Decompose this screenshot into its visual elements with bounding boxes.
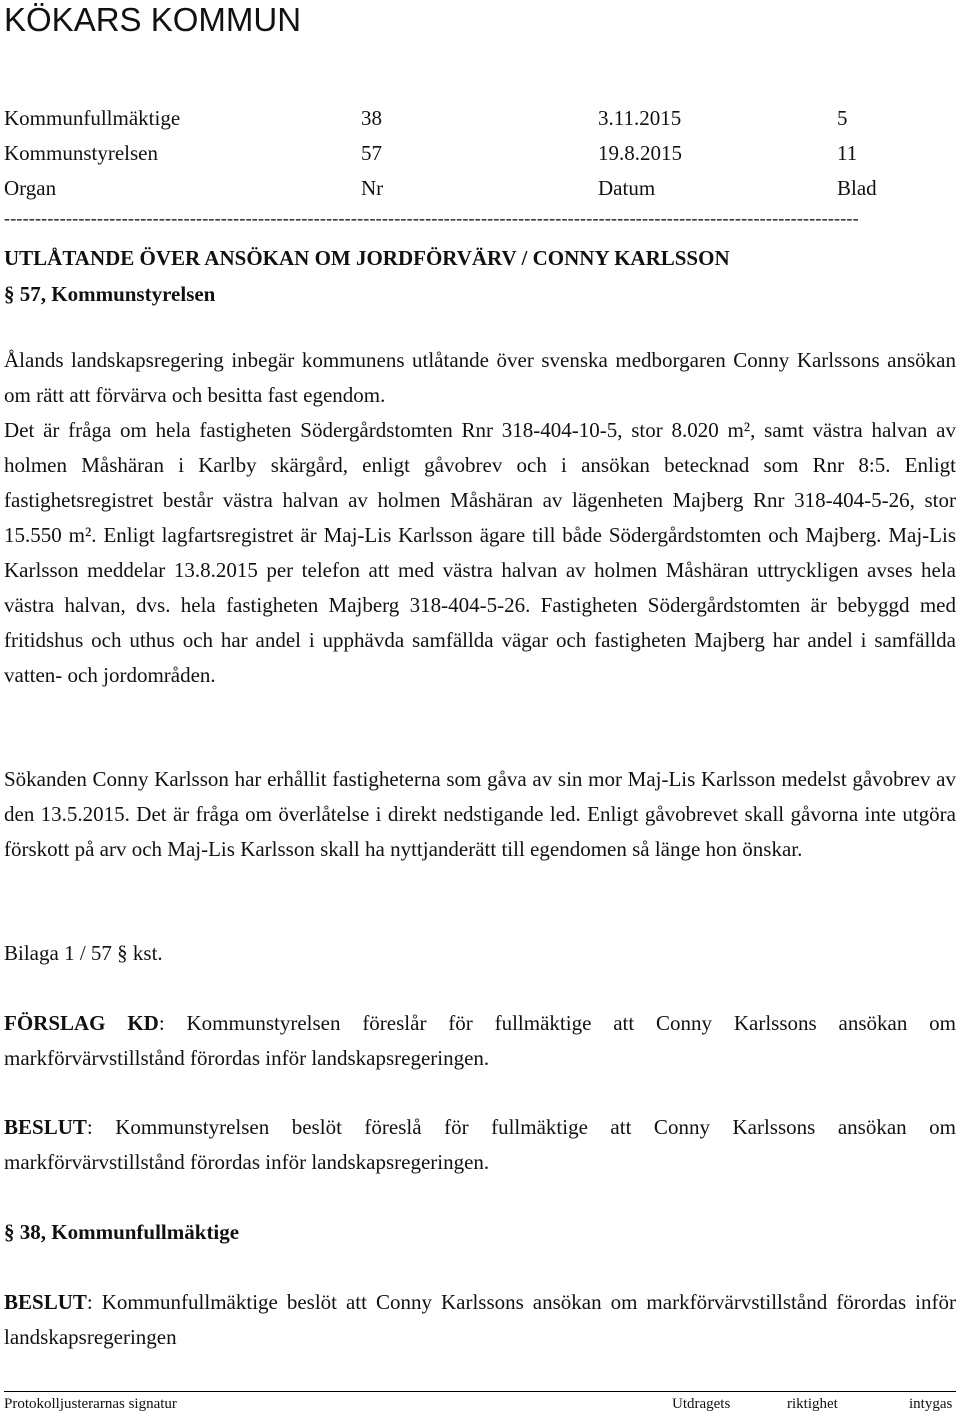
ks-decision-paragraph — [4, 1110, 956, 1180]
row2-nr: 57 — [361, 141, 382, 165]
kf-decision-paragraph — [4, 1285, 956, 1355]
ks-decision-label: BESLUT — [4, 1115, 87, 1139]
row1-blad: 5 — [837, 106, 848, 130]
footer-divider — [4, 1391, 956, 1392]
col-organ: Organ — [4, 176, 57, 200]
row1-datum: 3.11.2015 — [598, 106, 682, 130]
footer-word-1: Utdragets — [672, 1396, 731, 1412]
paragraph-gift: Sökanden Conny Karlsson har erhållit fastigheterna som gåva av sin mor Maj-Lis Karlsson medelst gåvobrev av den 13.5.2015. Det är fråga om överlåtelse i direkt nedstigande led. Enligt gåvobrevet skall gåvorna inte utgöra förskott på arv och Maj-Lis Karlsson skall ha nyttjanderätt till egendomen så länge hon önskar. — [4, 767, 956, 861]
proposal-text: : Kommunstyrelsen föreslår för fullmäktige att Conny Karlssons ansökan om markförvärvstillstånd förordas inför landskapsregeringen. — [4, 1011, 956, 1070]
row2-organ: Kommunstyrelsen — [4, 141, 158, 165]
document-title: UTLÅTANDE ÖVER ANSÖKAN OM JORDFÖRVÄRV / CONNY KARLSSON — [4, 246, 730, 270]
section-heading-ks: § 57, Kommunstyrelsen — [4, 282, 216, 306]
org-name: KÖKARS KOMMUN — [4, 1, 302, 38]
row2-blad: 11 — [837, 141, 858, 165]
kf-decision-text: : Kommunfullmäktige beslöt att Conny Karlssons ansökan om markförvärvstillstånd förordas inför landskapsregeringen — [4, 1290, 956, 1349]
proposal-paragraph — [4, 1006, 956, 1076]
col-blad: Blad — [837, 176, 877, 200]
footer-signature-label: Protokolljusterarnas signatur — [4, 1396, 177, 1412]
paragraph-request: Ålands landskapsregering inbegär kommunens utlåtande över svenska medborgaren Conny Karlssons ansökan om rätt att förvärva och besitta fast egendom. — [4, 348, 956, 407]
attachment-line: Bilaga 1 / 57 § kst. — [4, 941, 163, 965]
paragraph-property: Det är fråga om hela fastigheten Södergårdstomten Rnr 318-404-10-5, stor 8.020 m², samt västra halvan av holmen Måshäran i Karlby skärgård, enligt gåvobrev och i ansökan betecknad som Rnr 8:5. Enligt fastighetsregistret består västra halvan av holmen Måshäran av lägenheten Majberg Rnr 318-404-5-26, stor 15.550 m². Enligt lagfartsregistret är Maj-Lis Karlsson ägare till både Södergårdstomten och Majberg. Maj-Lis Karlsson meddelar 13.8.2015 per telefon att med västra halvan av holmen Måshäran uttryckligen avses hela västra halvan, dvs. hela fastigheten Majberg 318-404-5-26. Fastigheten Södergårdstomten är bebyggd med fritidshus och uthus och har andel i upphävda samfällda vägar och fastigheten Majberg har andel i samfällda vatten- och jordområden. — [4, 418, 956, 687]
row1-nr: 38 — [361, 106, 382, 130]
col-nr: Nr — [361, 176, 384, 200]
footer-word-2: riktighet — [787, 1396, 838, 1412]
footer-word-3: intygas — [909, 1396, 953, 1412]
proposal-label: FÖRSLAG KD — [4, 1011, 159, 1035]
ks-decision-text: : Kommunstyrelsen beslöt föreslå för fullmäktige att Conny Karlssons ansökan om markförvärvstillstånd förordas inför landskapsregeringen. — [4, 1115, 956, 1174]
kf-decision-label: BESLUT — [4, 1290, 87, 1314]
separator-line: ------------------------------------------------------------------------------------------------------------------------------------------ — [4, 208, 859, 228]
row2-datum: 19.8.2015 — [598, 141, 682, 165]
col-datum: Datum — [598, 176, 656, 200]
row1-organ: Kommunfullmäktige — [4, 106, 181, 130]
section-heading-kf: § 38, Kommunfullmäktige — [4, 1220, 240, 1244]
